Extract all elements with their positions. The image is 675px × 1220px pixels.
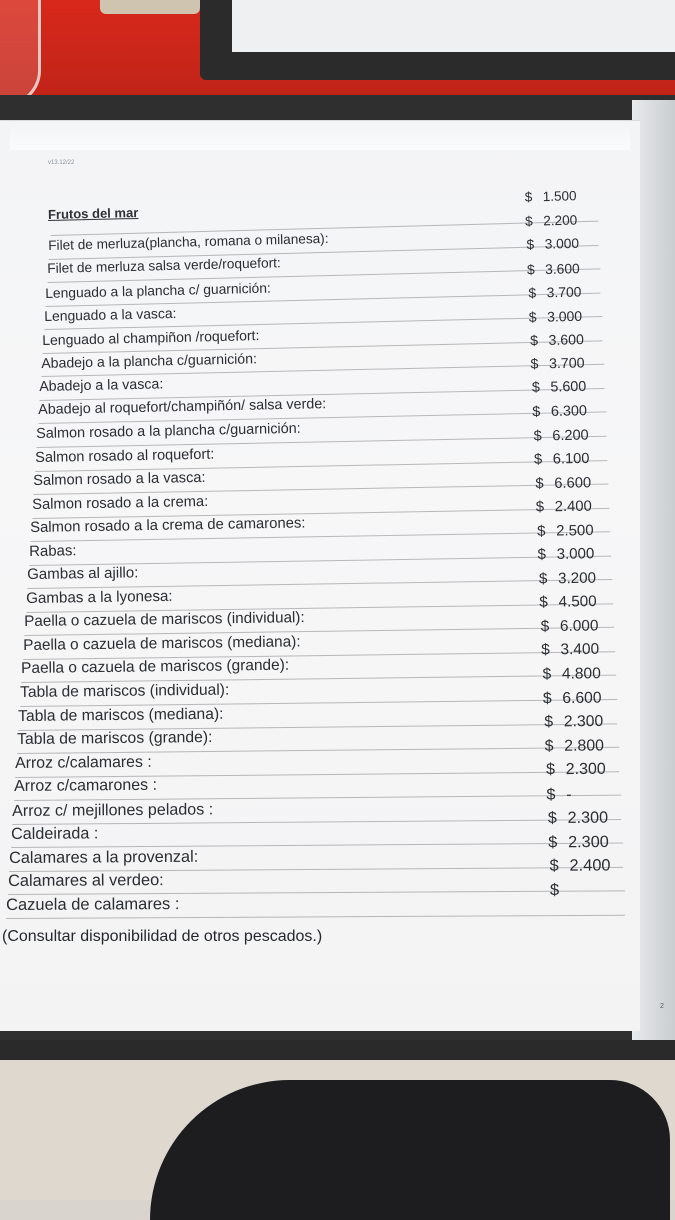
menu-item-name: Salmon rosado a la vasca:: [33, 469, 206, 490]
menu-item-name: Gambas al ajillo:: [27, 564, 139, 584]
currency-symbol: $: [542, 689, 552, 707]
currency-symbol: $: [542, 665, 551, 683]
currency-symbol: $: [538, 570, 548, 588]
section-heading: Frutos del mar: [47, 204, 139, 222]
currency-symbol: $: [526, 237, 535, 253]
menu-item-price: 2.300: [567, 808, 608, 828]
currency-symbol: $: [525, 213, 534, 229]
menu-item-name: Tabla de mariscos (individual):: [19, 681, 229, 702]
currency-symbol: $: [534, 451, 543, 468]
menu-item-price: 4.800: [561, 665, 601, 683]
currency-symbol: $: [531, 380, 540, 397]
currency-symbol: $: [537, 546, 547, 564]
menu-item-price: 2.800: [564, 737, 605, 755]
menu-item-price: 6.000: [559, 617, 599, 635]
currency-symbol: $: [532, 404, 541, 421]
menu-item-price: 2.500: [555, 521, 594, 540]
drinking-glass: [0, 0, 41, 106]
currency-symbol: $: [545, 761, 555, 779]
menu-item-name: Gambas a la lyonesa:: [25, 587, 173, 607]
menu-item-price: 2.300: [565, 760, 606, 779]
currency-symbol: $: [540, 617, 550, 636]
availability-note: (Consultar disponibilidad de otros pescados.): [2, 928, 323, 945]
menu-item-name: Lenguado a la plancha c/ guarnición:: [45, 279, 272, 301]
menu-item-price: 2.300: [563, 713, 603, 731]
menu-item-price: 2.200: [543, 212, 578, 228]
menu-item-name: Arroz c/ mejillones pelados :: [12, 800, 214, 820]
menu-item-price: 6.600: [553, 474, 592, 492]
menu-item-price: 4.500: [558, 593, 598, 611]
dark-clothing: [150, 1080, 670, 1220]
menu-item-name: Salmon rosado a la plancha c/guarnición:: [36, 420, 302, 442]
menu-item-name: Caldeirada :: [10, 824, 98, 844]
currency-symbol: $: [535, 499, 545, 516]
menu-item-name: Abadejo a la plancha c/guarnición:: [40, 350, 257, 372]
currency-symbol: $: [530, 356, 539, 373]
menu-item-price: 6.200: [552, 427, 589, 444]
menu-item-price: 3.600: [548, 331, 584, 349]
currency-symbol: $: [547, 809, 557, 828]
menu-item-price: 3.000: [556, 545, 595, 564]
menu-item-price: 3.700: [546, 283, 582, 301]
currency-symbol: $: [539, 594, 549, 612]
menu-item-name: Calamares al verdeo:: [7, 871, 164, 891]
menu-item-name: Paella o cazuela de mariscos (mediana):: [22, 633, 301, 654]
menu-item-name: Calamares a la provenzal:: [9, 847, 199, 867]
menu-item-price: 1.500: [542, 188, 577, 205]
menu-item-price: 6.100: [552, 450, 590, 468]
menu-item-price: 3.200: [557, 569, 596, 588]
menu-item: [7, 856, 629, 891]
menu-item-name: Salmon rosado al roquefort:: [34, 446, 215, 466]
menu-item-name: Arroz c/calamares :: [15, 753, 152, 772]
menu-item-name: Rabas:: [28, 541, 77, 560]
menu-item-name: Salmon rosado a la crema de camarones:: [30, 515, 306, 537]
currency-symbol: $: [548, 833, 558, 852]
currency-symbol: $: [541, 641, 551, 659]
currency-symbol: $: [535, 475, 544, 492]
menu-item-price: 3.000: [544, 235, 580, 252]
menu-item-name: Lenguado a la vasca:: [43, 305, 177, 325]
menu-item-name: Salmon rosado a la crema:: [31, 493, 209, 513]
menu-item-price: 6.600: [562, 689, 602, 707]
menu-item-name: Paella o cazuela de mariscos (grande):: [21, 657, 290, 678]
page-number: 2: [660, 1003, 664, 1010]
menu-item-price: 2.400: [554, 498, 593, 516]
currency-symbol: $: [543, 713, 553, 731]
currency-symbol: $: [536, 522, 546, 540]
plastic-sleeve-sheen: [10, 120, 630, 150]
currency-symbol: $: [524, 189, 533, 205]
menu-item-name: Abadejo al roquefort/champiñón/ salsa verde:: [37, 396, 327, 419]
currency-symbol: $: [544, 737, 554, 755]
menu-item-price: -: [566, 785, 572, 804]
bread-napkin: [100, 0, 200, 14]
currency-symbol: $: [529, 332, 539, 349]
menu-item-name: Cazuela de calamares :: [6, 895, 180, 914]
menu-item-price: 5.600: [550, 379, 587, 396]
menu-item-name: Abadejo a la vasca:: [39, 376, 164, 395]
menu-item: [6, 880, 630, 914]
menu-item-price: 3.700: [549, 355, 586, 373]
menu-item-price: 3.000: [547, 307, 583, 325]
currency-symbol: $: [549, 857, 559, 876]
currency-symbol: $: [533, 427, 542, 445]
currency-symbol: $: [546, 785, 556, 804]
menu-item-price: 2.300: [568, 832, 609, 852]
menu-item-name: Tabla de mariscos (grande):: [16, 729, 213, 749]
menu-version: v13.12/22: [48, 160, 75, 166]
second-menu-page: [232, 0, 675, 52]
menu-item-price: 6.300: [551, 403, 588, 420]
menu-item-price: 3.600: [545, 259, 581, 277]
menu-item-price: 2.400: [568, 856, 611, 876]
currency-symbol: $: [527, 260, 536, 278]
menu-item-name: Tabla de mariscos (mediana):: [18, 705, 224, 725]
currency-symbol: $: [549, 881, 560, 900]
currency-symbol: $: [528, 284, 537, 301]
menu-item-name: Paella o cazuela de mariscos (individual):: [24, 609, 306, 631]
menu-item-name: Filet de merluza salsa verde/roquefort:: [47, 255, 281, 277]
menu-item-name: Lenguado al champiñon /roquefort:: [42, 326, 260, 348]
currency-symbol: $: [528, 308, 538, 325]
menu-item-name: Filet de merluza(plancha, romana o milanesa):: [48, 230, 330, 253]
menu-item-price: 3.400: [560, 641, 600, 659]
menu-item-name: Arroz c/camarones :: [13, 776, 157, 796]
